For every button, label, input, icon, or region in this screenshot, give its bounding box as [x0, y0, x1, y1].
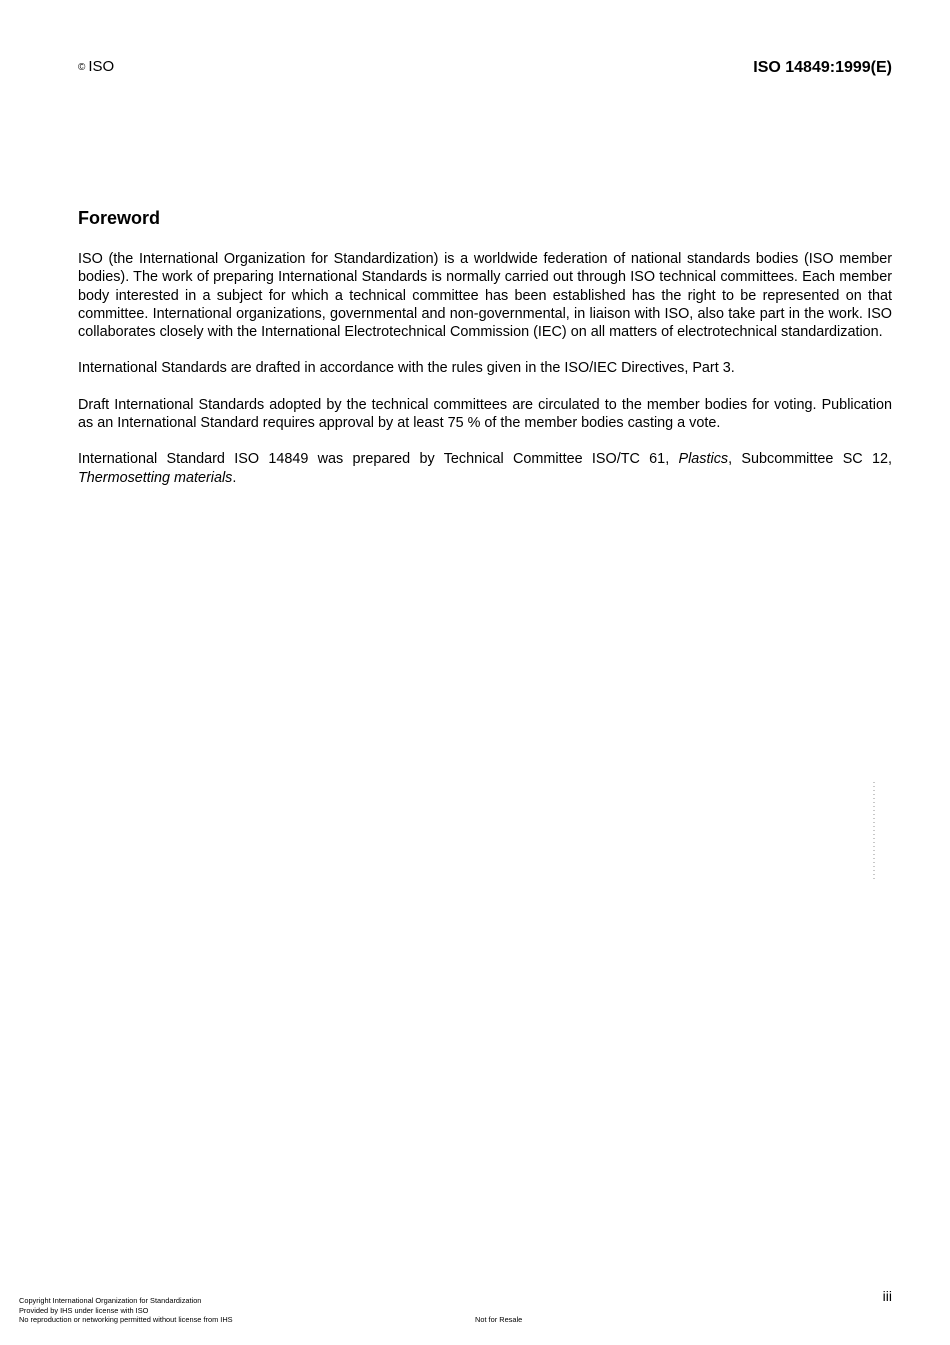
- footer-line-3: No reproduction or networking permitted without license from IHS: [19, 1315, 233, 1324]
- publisher-name: ISO: [88, 58, 115, 75]
- paragraph-4-text-a: International Standard ISO 14849 was prepared by Technical Committee ISO/TC 61,: [78, 451, 679, 468]
- foreword-body: [78, 250, 892, 505]
- header-publisher: [78, 58, 114, 75]
- copyright-symbol: ©: [78, 62, 86, 73]
- footer-line-1: Copyright International Organization for Standardization: [19, 1296, 202, 1305]
- paragraph-1: ISO (the International Organization for Standardization) is a worldwide federation of national standards bodies (ISO member bodies). The work of preparing International Standards is normally carried out through ISO technical committees. Each member body interested in a subject for which a technical committee has been established has the right to be represented on that committee. International organizations, governmental and non-governmental, in liaison with ISO, also take part in the work. ISO collaborates closely with the International Electrotechnical Commission (IEC) on all matters of electrotechnical standardization.: [78, 251, 892, 341]
- footer-resale: Not for Resale: [475, 1315, 523, 1324]
- paragraph-3: Draft International Standards adopted by the technical committees are circulated to the member bodies for voting. Publication as an International Standard requires approval by at least 75 % of the member bodies casting a vote.: [78, 396, 892, 432]
- paragraph-4-text-c: .: [232, 469, 237, 486]
- committee-name: Plastics: [678, 451, 729, 468]
- margin-watermark-mark: [873, 782, 875, 880]
- paragraph-4-text-b: , Subcommittee SC 12,: [728, 451, 892, 468]
- page-number: iii: [882, 1288, 892, 1304]
- footer-line-2: Provided by IHS under license with ISO: [19, 1305, 149, 1315]
- document-id: ISO 14849:1999(E): [753, 59, 892, 76]
- paragraph-4: [78, 450, 892, 487]
- footer-copyright: [19, 1296, 233, 1325]
- subcommittee-name: Thermosetting materials: [78, 469, 233, 486]
- paragraph-2: International Standards are drafted in accordance with the rules given in the ISO/IEC Directives, Part 3.: [78, 360, 735, 377]
- section-title: Foreword: [78, 208, 161, 228]
